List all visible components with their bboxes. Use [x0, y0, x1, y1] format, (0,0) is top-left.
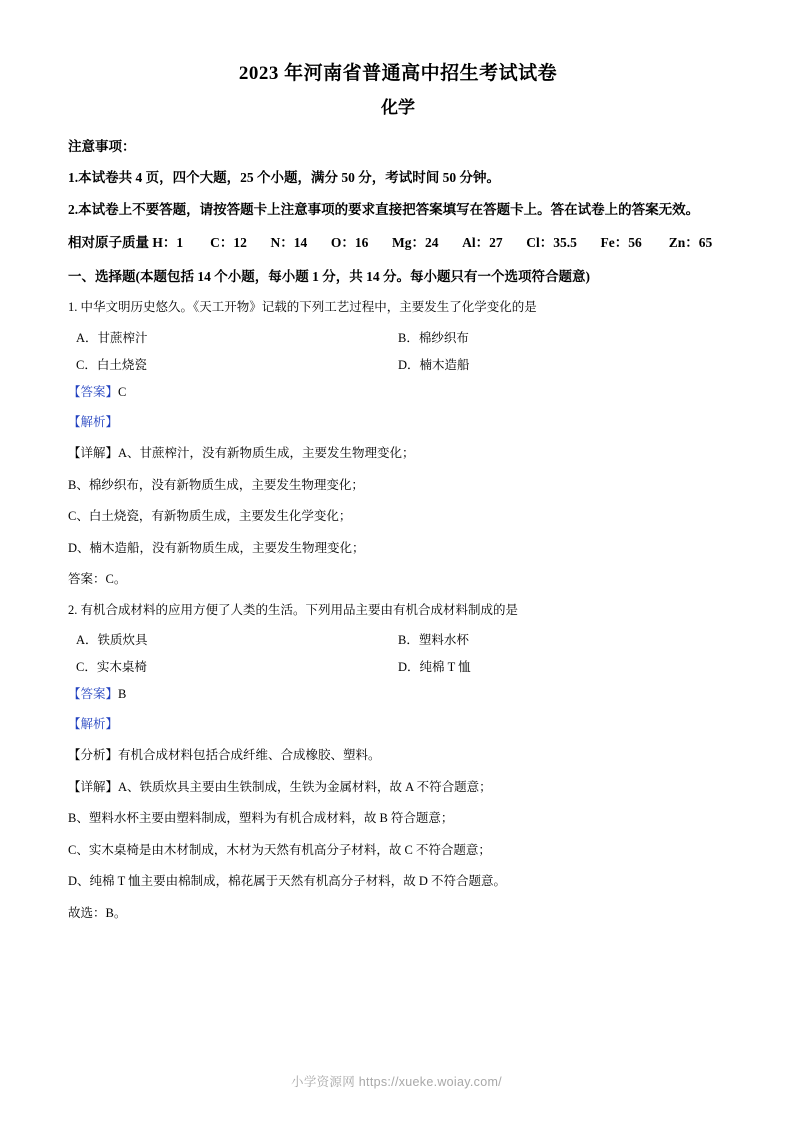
option-row	[68, 355, 728, 373]
option-c[interactable]: C．白土烧瓷	[76, 357, 147, 372]
atomic-mass-mg: Mg：24	[392, 234, 439, 250]
option-b[interactable]: B．棉纱织布	[398, 330, 469, 345]
atomic-mass-line	[68, 231, 728, 256]
explanation-line: C、白土烧瓷，有新物质生成，主要发生化学变化；	[68, 509, 352, 524]
atomic-mass-al: Al：27	[462, 234, 503, 250]
answer-value: C	[118, 384, 127, 399]
option-row	[68, 657, 728, 675]
option-d[interactable]: D．楠木造船	[398, 357, 470, 372]
option-row	[68, 630, 728, 648]
explanation-line: B、棉纱织布，没有新物质生成，主要发生物理变化；	[68, 477, 364, 492]
explanation-line: 【详解】A、铁质炊具主要由生铁制成，生铁为金属材料，故 A 不符合题意；	[68, 779, 492, 794]
atomic-mass-fe: Fe：56	[600, 234, 642, 250]
answer-line	[68, 684, 728, 705]
option-b[interactable]: B．塑料水杯	[398, 632, 469, 647]
explanation-line: D、楠木造船，没有新物质生成，主要发生物理变化；	[68, 540, 365, 555]
notice-heading: 注意事项：	[68, 139, 136, 154]
explanation-line: B、塑料水杯主要由塑料制成，塑料为有机合成材料，故 B 符合题意；	[68, 811, 454, 826]
atomic-mass-c: C：12	[210, 234, 247, 250]
answer-tag: 【答案】	[68, 686, 119, 701]
explanation-line: 【详解】A、甘蔗榨汁，没有新物质生成，主要发生物理变化；	[68, 446, 415, 461]
atomic-mass-cl: Cl：35.5	[526, 234, 577, 250]
explanation-line: 【分析】有机合成材料包括合成纤维、合成橡胶、塑料。	[68, 748, 381, 763]
option-c[interactable]: C．实木桌椅	[76, 659, 147, 674]
option-row	[68, 328, 728, 346]
atomic-mass-n: N：14	[270, 234, 308, 250]
atomic-mass-label: 相对原子质量	[68, 234, 149, 250]
page-subtitle: 化学	[381, 97, 415, 117]
option-a[interactable]: A．铁质炊具	[76, 632, 148, 647]
question-block-2	[68, 600, 728, 925]
analysis-tag: 【解析】	[68, 414, 119, 429]
question-stem: 1. 中华文明历史悠久。《天工开物》记载的下列工艺过程中，主要发生了化学变化的是	[68, 300, 537, 315]
option-d[interactable]: D．纯棉 T 恤	[398, 659, 471, 674]
answer-tag: 【答案】	[68, 384, 119, 399]
option-a[interactable]: A．甘蔗榨汁	[76, 330, 148, 345]
section-heading: 一、选择题(本题包括 14 个小题，每小题 1 分，共 14 分。每小题只有一个选项符合题意)	[68, 268, 590, 284]
watermark: 小学资源网 https://xueke.woiay.com/	[291, 1075, 502, 1089]
document-content	[68, 60, 728, 933]
answer-line	[68, 382, 728, 403]
analysis-line	[68, 412, 728, 433]
atomic-mass-zn: Zn：65	[668, 234, 713, 250]
answer-value: B	[118, 686, 127, 701]
analysis-tag: 【解析】	[68, 717, 119, 732]
analysis-line	[68, 714, 728, 735]
page-title: 2023 年河南省普通高中招生考试试卷	[238, 63, 558, 84]
atomic-mass-h: H：1	[152, 234, 184, 250]
notice-item-2: 2.本试卷上不要答题，请按答题卡上注意事项的要求直接把答案填写在答题卡上。答在试卷上的答案无效。	[68, 202, 700, 218]
atomic-mass-o: O：16	[330, 234, 369, 250]
explanation-line: C、实木桌椅是由木材制成，木材为天然有机高分子材料，故 C 不符合题意；	[68, 842, 491, 857]
notice-item-1: 1.本试卷共 4 页，四个大题，25 个小题，满分 50 分，考试时间 50 分钟。	[68, 169, 500, 185]
question-block-1	[68, 297, 728, 590]
explanation-line: D、纯棉 T 恤主要由棉制成，棉花属于天然有机高分子材料，故 D 不符合题意。	[68, 874, 506, 889]
explanation-line: 答案：C。	[68, 572, 127, 587]
explanation-line: 故选：B。	[68, 905, 127, 920]
question-stem: 2. 有机合成材料的应用方便了人类的生活。下列用品主要由有机合成材料制成的是	[68, 602, 519, 617]
